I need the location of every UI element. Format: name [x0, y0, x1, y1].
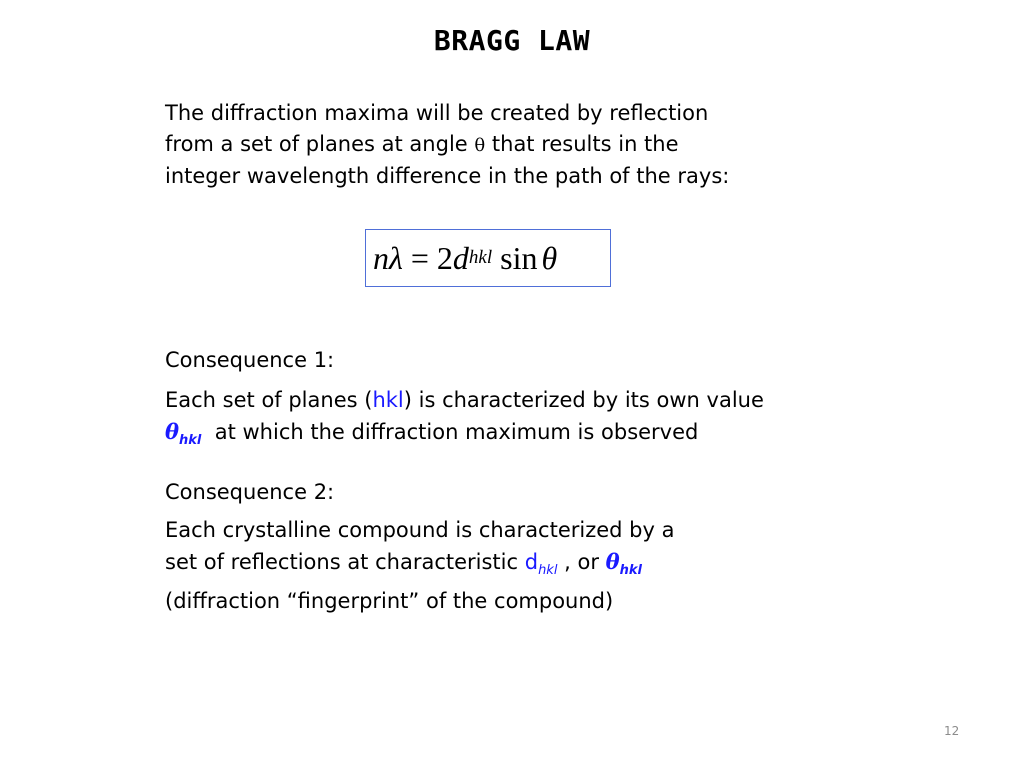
consequence-2-line-3: (diffraction “fingerprint” of the compound)	[165, 589, 614, 613]
intro-line-2-start: from a set of planes at angle	[165, 132, 475, 156]
theta-hkl-subscript: hkl	[179, 433, 202, 448]
consequence-2-line-1: Each crystalline compound is characterized by a	[165, 518, 675, 542]
consequence-1-body	[165, 385, 764, 456]
intro-line-2	[165, 129, 729, 161]
formula-subscript-hkl: hkl	[468, 247, 493, 268]
formula-sin: sin	[492, 239, 538, 276]
consequence-1-line-1	[165, 385, 764, 416]
intro-paragraph	[165, 98, 729, 192]
slide-title: BRAGG LAW	[433, 24, 591, 57]
intro-line-1: The diffraction maxima will be created by reflection	[165, 101, 709, 125]
theta-hkl-symbol-2: θ	[605, 549, 620, 574]
intro-line-2-end: that results in the	[485, 132, 679, 156]
consequence-2-body	[165, 515, 674, 617]
c1-line-1-end: ) is characterized by its own value	[403, 388, 764, 412]
theta-hkl-subscript-2: hkl	[619, 563, 643, 578]
formula-equals-two: = 2	[402, 239, 453, 276]
c2-line-2-mid: , or	[557, 550, 606, 574]
consequence-2-line-2	[165, 546, 674, 586]
formula-d: d	[452, 239, 469, 276]
page-number: 12	[944, 724, 960, 738]
consequence-1-heading: Consequence 1:	[165, 348, 335, 372]
c1-line-1-start: Each set of planes (	[165, 388, 373, 412]
hkl-highlight: hkl	[372, 388, 404, 412]
theta-hkl-symbol: θ	[165, 419, 180, 444]
c2-line-2-start: set of reflections at characteristic	[165, 550, 525, 574]
consequence-1-line-2	[165, 416, 764, 456]
d-hkl-subscript: hkl	[538, 563, 558, 578]
d-hkl-symbol: d	[524, 550, 539, 574]
formula-theta: θ	[541, 239, 558, 276]
c1-line-2-text: at which the diffraction maximum is observed	[201, 420, 699, 444]
intro-line-3: integer wavelength difference in the path of the rays:	[165, 164, 730, 188]
theta-symbol: θ	[474, 135, 486, 156]
formula-lambda: λ	[389, 239, 403, 276]
bragg-formula-box	[365, 229, 611, 287]
consequence-2-heading: Consequence 2:	[165, 480, 335, 504]
formula-n: n	[373, 239, 389, 276]
